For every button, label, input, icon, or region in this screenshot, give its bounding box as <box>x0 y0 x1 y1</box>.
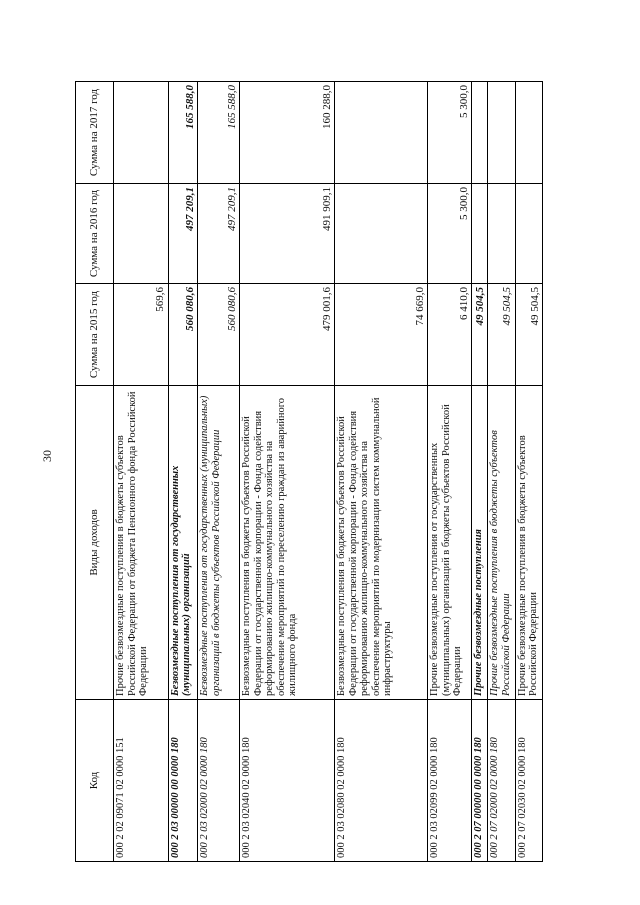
cell-2017 <box>488 82 515 184</box>
cell-code: 000 2 03 02080 02 0000 180 <box>335 700 428 862</box>
cell-code: 000 2 03 00000 00 0000 180 <box>168 700 198 862</box>
table-header-row <box>76 82 114 862</box>
cell-desc: Прочие безвозмездные поступления в бюджеты субъектов Российской Федерации <box>488 386 515 700</box>
cell-2016 <box>515 184 542 284</box>
cell-desc: Безвозмездные поступления от государственных (муниципальных) организаций в бюджеты субъектов Российской Федерации <box>198 386 240 700</box>
cell-desc: Безвозмездные поступления в бюджеты субъектов Российской Федерации от государственной корпорации - Фонда содействия реформированию жилищно-коммунального хозяйства на обеспечение мероприятий по модернизации систем коммунальной инфраструктуры <box>335 386 428 700</box>
header-revenue-type: Виды доходов <box>76 386 114 700</box>
table-row <box>515 82 542 862</box>
header-sum-2017: Сумма на 2017 год <box>76 82 114 184</box>
cell-2015: 560 080,6 <box>168 284 198 386</box>
table-row <box>428 82 472 862</box>
table-row <box>335 82 428 862</box>
cell-2015: 49 504,5 <box>472 284 488 386</box>
cell-2016 <box>472 184 488 284</box>
header-code: Код <box>76 700 114 862</box>
cell-2017 <box>114 82 169 184</box>
rotated-table-wrapper <box>75 82 543 862</box>
cell-2016: 491 909,1 <box>240 184 335 284</box>
cell-desc: Безвозмездные поступления в бюджеты субъектов Российской Федерации от государственной корпорации - Фонда содействия реформированию жилищно-коммунального хозяйства на обеспечение мероприятий по переселению граждан из аварийного жилищного фонда <box>240 386 335 700</box>
cell-2017 <box>515 82 542 184</box>
cell-2015: 49 504,5 <box>515 284 542 386</box>
cell-2017 <box>472 82 488 184</box>
cell-desc: Прочие безвозмездные поступления от государственных (муниципальных) организаций в бюджеты субъектов Российской Федерации <box>428 386 472 700</box>
table-row <box>114 82 169 862</box>
cell-code: 000 2 07 02000 02 0000 180 <box>488 700 515 862</box>
table-row <box>168 82 198 862</box>
cell-desc: Безвозмездные поступления от государственных (муниципальных) организаций <box>168 386 198 700</box>
revenue-table <box>75 81 543 862</box>
cell-code: 000 2 07 00000 00 0000 180 <box>472 700 488 862</box>
cell-code: 000 2 03 02099 02 0000 180 <box>428 700 472 862</box>
cell-2017: 160 288,0 <box>240 82 335 184</box>
cell-2016 <box>114 184 169 284</box>
cell-2017: 165 588,0 <box>198 82 240 184</box>
cell-desc: Прочие безвозмездные поступления в бюджеты субъектов Российской Федерации от бюджета Пенсионного фонда Российской Федерации <box>114 386 169 700</box>
cell-2016 <box>335 184 428 284</box>
cell-2016: 497 209,1 <box>168 184 198 284</box>
cell-desc: Прочие безвозмездные поступления в бюджеты субъектов Российской Федерации <box>515 386 542 700</box>
cell-2017 <box>335 82 428 184</box>
cell-2016: 497 209,1 <box>198 184 240 284</box>
cell-2016: 5 300,0 <box>428 184 472 284</box>
cell-code: 000 2 07 02030 02 0000 180 <box>515 700 542 862</box>
page-number: 30 <box>40 450 54 462</box>
cell-2015: 560 080,6 <box>198 284 240 386</box>
cell-desc: Прочие безвозмездные поступления <box>472 386 488 700</box>
cell-2015: 569,6 <box>114 284 169 386</box>
table-row <box>472 82 488 862</box>
cell-2015: 49 504,5 <box>488 284 515 386</box>
cell-2016 <box>488 184 515 284</box>
header-sum-2016: Сумма на 2016 год <box>76 184 114 284</box>
cell-2015: 479 001,6 <box>240 284 335 386</box>
cell-2017: 5 300,0 <box>428 82 472 184</box>
cell-2017: 165 588,0 <box>168 82 198 184</box>
cell-2015: 74 669,0 <box>335 284 428 386</box>
table-row <box>488 82 515 862</box>
cell-2015: 6 410,0 <box>428 284 472 386</box>
cell-code: 000 2 02 09071 02 0000 151 <box>114 700 169 862</box>
table-row <box>198 82 240 862</box>
table-row <box>240 82 335 862</box>
cell-code: 000 2 03 02000 02 0000 180 <box>198 700 240 862</box>
header-sum-2015: Сумма на 2015 год <box>76 284 114 386</box>
cell-code: 000 2 03 02040 02 0000 180 <box>240 700 335 862</box>
